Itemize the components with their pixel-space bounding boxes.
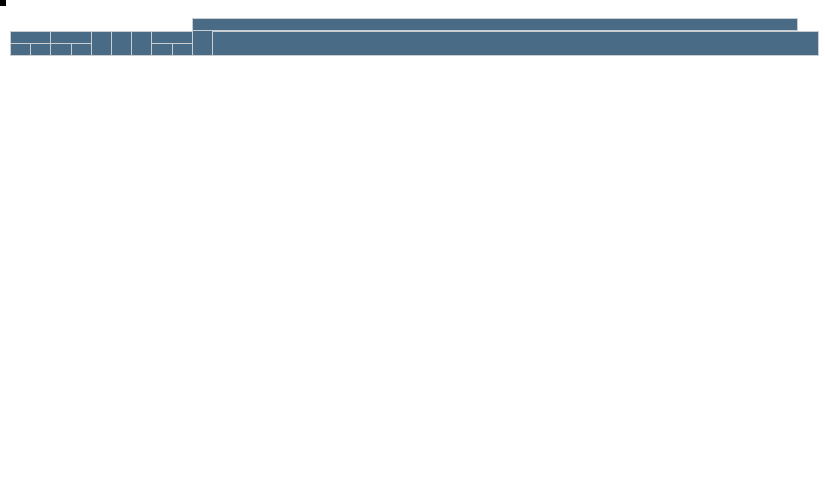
- rotores-header: [132, 31, 152, 55]
- tri-header: [51, 31, 91, 43]
- modelo-tri-header: [51, 43, 71, 55]
- potencia-header: [152, 31, 192, 43]
- recalque-header: [91, 31, 111, 55]
- diametro-header: [111, 31, 131, 55]
- tensao-tri-header: [71, 43, 91, 55]
- pump-performance-table: [10, 18, 819, 56]
- hp-header: [172, 43, 192, 55]
- modelo-mono-header: [11, 43, 31, 55]
- highlight-row-outline: [0, 0, 4, 4]
- pump-table-container: [10, 18, 819, 56]
- altura-header: [192, 19, 798, 31]
- kw-header: [152, 43, 172, 55]
- mono-header: [11, 31, 51, 43]
- vazao-header: [212, 31, 818, 55]
- tensao-mono-header: [31, 43, 51, 55]
- pmax-header: [192, 31, 212, 56]
- highlight-range-outline: [0, 0, 6, 6]
